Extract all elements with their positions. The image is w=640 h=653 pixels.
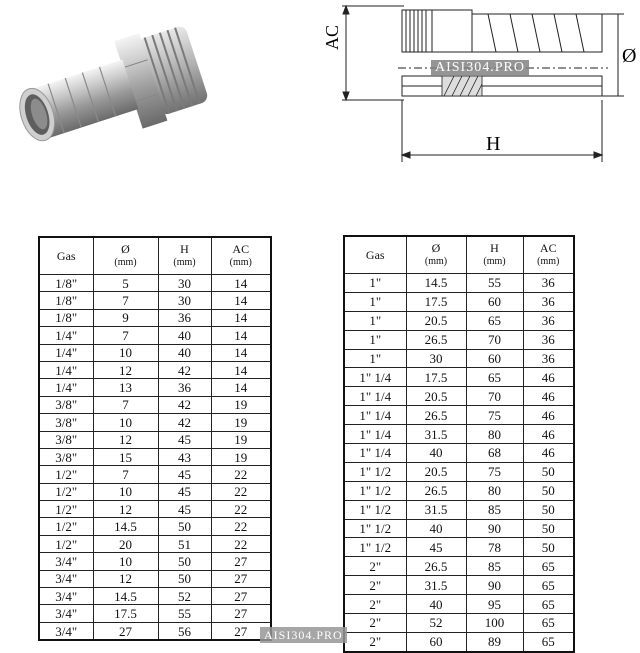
table-row xyxy=(344,368,574,387)
table-row xyxy=(39,448,271,465)
table-cell: 36 xyxy=(158,379,211,396)
table-cell: 100 xyxy=(466,614,523,633)
table-cell: 1" 1/4 xyxy=(344,368,406,387)
table-cell: 31.5 xyxy=(406,576,466,595)
table-cell: 22 xyxy=(211,518,271,535)
table-cell: 40 xyxy=(406,595,466,614)
table-cell: 80 xyxy=(466,481,523,500)
table-cell: 10 xyxy=(93,483,158,500)
table-cell: 15 xyxy=(93,448,158,465)
table-cell: 19 xyxy=(211,414,271,431)
table-cell: 42 xyxy=(158,361,211,378)
table-cell: 26.5 xyxy=(406,330,466,349)
table-cell: 45 xyxy=(158,431,211,448)
table-cell: 1" xyxy=(344,311,406,330)
table-cell: 22 xyxy=(211,535,271,552)
table-cell: 65 xyxy=(523,595,574,614)
table-cell: 26.5 xyxy=(406,406,466,425)
table-row xyxy=(39,570,271,587)
table-cell: 31.5 xyxy=(406,500,466,519)
table-row xyxy=(344,500,574,519)
table-cell: 2" xyxy=(344,595,406,614)
column-name: Gas xyxy=(56,248,76,263)
table-cell: 50 xyxy=(523,500,574,519)
table-cell: 1" 1/4 xyxy=(344,387,406,406)
table-cell: 3/4" xyxy=(39,588,93,605)
table-row xyxy=(39,344,271,361)
table-cell: 27 xyxy=(211,588,271,605)
table-row xyxy=(39,605,271,622)
table-row xyxy=(39,553,271,570)
table-cell: 55 xyxy=(158,605,211,622)
table-cell: 7 xyxy=(93,292,158,309)
column-header xyxy=(211,237,271,275)
table-cell: 65 xyxy=(466,368,523,387)
table-cell: 1" 1/2 xyxy=(344,481,406,500)
table-cell: 46 xyxy=(523,368,574,387)
table-cell: 36 xyxy=(523,274,574,293)
table-cell: 1/8" xyxy=(39,275,93,292)
table-cell: 1/8" xyxy=(39,292,93,309)
table-row xyxy=(39,622,271,640)
table-cell: 30 xyxy=(158,292,211,309)
table-cell: 60 xyxy=(406,632,466,651)
table-cell: 46 xyxy=(523,444,574,463)
table-cell: 36 xyxy=(523,330,574,349)
table-cell: 70 xyxy=(466,330,523,349)
table-cell: 56 xyxy=(158,622,211,640)
table-cell: 2" xyxy=(344,632,406,651)
table-cell: 45 xyxy=(158,483,211,500)
table-cell: 22 xyxy=(211,466,271,483)
table-cell: 12 xyxy=(93,501,158,518)
table-cell: 27 xyxy=(93,622,158,640)
table-cell: 14 xyxy=(211,344,271,361)
table-cell: 50 xyxy=(158,570,211,587)
table-cell: 36 xyxy=(523,349,574,368)
table-cell: 50 xyxy=(523,538,574,557)
table-row xyxy=(344,444,574,463)
table-cell: 27 xyxy=(211,605,271,622)
column-name: H xyxy=(180,242,189,256)
table-cell: 89 xyxy=(466,632,523,651)
table-cell: 26.5 xyxy=(406,481,466,500)
table-cell: 3/8" xyxy=(39,414,93,431)
table-cell: 19 xyxy=(211,431,271,448)
table-row xyxy=(39,414,271,431)
table-cell: 1" 1/4 xyxy=(344,425,406,444)
table-cell: 52 xyxy=(158,588,211,605)
table-row xyxy=(39,379,271,396)
table-cell: 50 xyxy=(523,481,574,500)
table-cell: 40 xyxy=(158,344,211,361)
table-cell: 30 xyxy=(406,349,466,368)
table-row xyxy=(344,462,574,481)
table-cell: 13 xyxy=(93,379,158,396)
column-unit: (mm) xyxy=(229,257,252,268)
table-row xyxy=(344,614,574,633)
table-cell: 1" xyxy=(344,292,406,311)
table-cell: 45 xyxy=(406,538,466,557)
table-cell: 50 xyxy=(523,519,574,538)
table-cell: 27 xyxy=(211,553,271,570)
dimension-table-left xyxy=(38,236,272,641)
table-cell: 2" xyxy=(344,576,406,595)
table-cell: 65 xyxy=(466,311,523,330)
table-cell: 36 xyxy=(158,309,211,326)
table-cell: 2" xyxy=(344,614,406,633)
table-cell: 40 xyxy=(158,327,211,344)
table-cell: 40 xyxy=(406,519,466,538)
header-row xyxy=(39,237,271,275)
table-row xyxy=(344,595,574,614)
table-row xyxy=(344,311,574,330)
table-cell: 50 xyxy=(158,553,211,570)
table-row xyxy=(39,483,271,500)
table-cell: 14.5 xyxy=(406,274,466,293)
table-cell: 1/2" xyxy=(39,535,93,552)
table-cell: 14.5 xyxy=(93,588,158,605)
table-cell: 19 xyxy=(211,396,271,413)
column-name: Ø xyxy=(121,242,130,256)
table-cell: 3/8" xyxy=(39,431,93,448)
table-cell: 7 xyxy=(93,327,158,344)
table-cell: 3/4" xyxy=(39,622,93,640)
table-row xyxy=(344,425,574,444)
table-cell: 60 xyxy=(466,349,523,368)
table-cell: 80 xyxy=(466,425,523,444)
table-row xyxy=(39,535,271,552)
table-cell: 65 xyxy=(523,576,574,595)
table-cell: 90 xyxy=(466,519,523,538)
table-cell: 1/2" xyxy=(39,518,93,535)
table-cell: 10 xyxy=(93,553,158,570)
table-cell: 85 xyxy=(466,500,523,519)
table-row xyxy=(344,519,574,538)
table-row xyxy=(39,588,271,605)
table-row xyxy=(39,518,271,535)
table-cell: 1" xyxy=(344,274,406,293)
column-header xyxy=(39,237,93,275)
table-row xyxy=(39,431,271,448)
table-cell: 1/4" xyxy=(39,327,93,344)
table-cell: 1/4" xyxy=(39,344,93,361)
table-cell: 60 xyxy=(466,292,523,311)
table-cell: 46 xyxy=(523,406,574,425)
table-cell: 1/2" xyxy=(39,483,93,500)
dimension-table-right xyxy=(343,235,575,653)
table-cell: 1" 1/2 xyxy=(344,500,406,519)
table-cell: 85 xyxy=(466,557,523,576)
table-cell: 3/8" xyxy=(39,448,93,465)
table-cell: 12 xyxy=(93,570,158,587)
watermark: AISI304.PRO xyxy=(431,60,529,76)
table-cell: 45 xyxy=(158,466,211,483)
table-cell: 27 xyxy=(211,622,271,640)
table-cell: 1/8" xyxy=(39,309,93,326)
table-row xyxy=(39,275,271,292)
table-row xyxy=(344,632,574,651)
watermark-bottom: AISI304.PRO xyxy=(260,627,347,643)
column-unit: (mm) xyxy=(483,256,506,267)
table-row xyxy=(344,406,574,425)
column-name: AC xyxy=(539,241,557,255)
table-cell: 5 xyxy=(93,275,158,292)
table-row xyxy=(39,466,271,483)
column-name: H xyxy=(490,241,499,255)
table-cell: 3/8" xyxy=(39,396,93,413)
column-unit: (mm) xyxy=(537,256,560,267)
table-cell: 20.5 xyxy=(406,311,466,330)
table-row xyxy=(344,576,574,595)
table-cell: 31.5 xyxy=(406,425,466,444)
table-cell: 50 xyxy=(158,518,211,535)
table-cell: 51 xyxy=(158,535,211,552)
table-cell: 1" 1/2 xyxy=(344,462,406,481)
table-row xyxy=(344,349,574,368)
table-cell: 3/4" xyxy=(39,570,93,587)
table-cell: 1/4" xyxy=(39,379,93,396)
table-cell: 65 xyxy=(523,632,574,651)
table-cell: 10 xyxy=(93,344,158,361)
table-cell: 36 xyxy=(523,311,574,330)
column-name: Ø xyxy=(431,241,441,255)
table-cell: 1" xyxy=(344,349,406,368)
product-photo xyxy=(0,0,215,175)
table-cell: 14 xyxy=(211,361,271,378)
table-row xyxy=(344,330,574,349)
table-cell: 50 xyxy=(523,462,574,481)
h-label: H xyxy=(486,133,501,155)
table-cell: 14 xyxy=(211,292,271,309)
table-cell: 19 xyxy=(211,448,271,465)
table-cell: 22 xyxy=(211,501,271,518)
table-cell: 65 xyxy=(523,557,574,576)
column-header xyxy=(158,237,211,275)
table-cell: 14 xyxy=(211,327,271,344)
table-cell: 14 xyxy=(211,309,271,326)
table-cell: 14.5 xyxy=(93,518,158,535)
table-row xyxy=(39,396,271,413)
table-row xyxy=(344,557,574,576)
column-header xyxy=(466,236,523,274)
table-cell: 42 xyxy=(158,414,211,431)
table-cell: 68 xyxy=(466,444,523,463)
table-cell: 55 xyxy=(466,274,523,293)
table-cell: 43 xyxy=(158,448,211,465)
table-cell: 17.5 xyxy=(406,368,466,387)
table-cell: 30 xyxy=(158,275,211,292)
table-cell: 95 xyxy=(466,595,523,614)
column-name: Gas xyxy=(365,247,385,262)
table-row xyxy=(344,538,574,557)
column-unit: (mm) xyxy=(424,256,448,267)
table-row xyxy=(344,292,574,311)
table-cell: 1" 1/4 xyxy=(344,406,406,425)
table-cell: 46 xyxy=(523,425,574,444)
table-cell: 14 xyxy=(211,379,271,396)
table-cell: 36 xyxy=(523,292,574,311)
table-cell: 70 xyxy=(466,387,523,406)
table-cell: 2" xyxy=(344,557,406,576)
table-cell: 1" xyxy=(344,330,406,349)
table-cell: 27 xyxy=(211,570,271,587)
table-cell: 12 xyxy=(93,361,158,378)
table-cell: 14 xyxy=(211,275,271,292)
table-cell: 52 xyxy=(406,614,466,633)
table-row xyxy=(39,292,271,309)
table-cell: 1" 1/2 xyxy=(344,538,406,557)
table-row xyxy=(39,309,271,326)
table-row xyxy=(39,327,271,344)
table-cell: 78 xyxy=(466,538,523,557)
table-cell: 20.5 xyxy=(406,387,466,406)
table-cell: 1/2" xyxy=(39,466,93,483)
table-cell: 22 xyxy=(211,483,271,500)
table-cell: 1" 1/4 xyxy=(344,444,406,463)
table-cell: 20.5 xyxy=(406,462,466,481)
table-cell: 65 xyxy=(523,614,574,633)
table-cell: 1/2" xyxy=(39,501,93,518)
table-row xyxy=(39,361,271,378)
table-cell: 1" 1/2 xyxy=(344,519,406,538)
table-row xyxy=(344,387,574,406)
table-row xyxy=(344,481,574,500)
table-cell: 75 xyxy=(466,406,523,425)
column-unit: (mm) xyxy=(173,257,196,268)
ac-label: AC xyxy=(322,24,342,50)
table-cell: 42 xyxy=(158,396,211,413)
table-cell: 46 xyxy=(523,387,574,406)
table-cell: 45 xyxy=(158,501,211,518)
table-cell: 17.5 xyxy=(406,292,466,311)
diameter-label: Ø xyxy=(622,45,637,67)
column-header xyxy=(93,237,158,275)
table-cell: 17.5 xyxy=(93,605,158,622)
header-row xyxy=(344,236,574,274)
table-cell: 1/4" xyxy=(39,361,93,378)
table-cell: 90 xyxy=(466,576,523,595)
table-cell: 26.5 xyxy=(406,557,466,576)
column-header xyxy=(406,236,466,274)
table-cell: 10 xyxy=(93,414,158,431)
table-row xyxy=(344,274,574,293)
table-cell: 7 xyxy=(93,466,158,483)
table-cell: 20 xyxy=(93,535,158,552)
column-header xyxy=(344,236,406,274)
table-cell: 3/4" xyxy=(39,553,93,570)
table-cell: 9 xyxy=(93,309,158,326)
column-unit: (mm) xyxy=(114,257,137,268)
technical-drawing xyxy=(318,0,640,175)
table-cell: 75 xyxy=(466,462,523,481)
table-cell: 12 xyxy=(93,431,158,448)
column-header xyxy=(523,236,574,274)
table-cell: 3/4" xyxy=(39,605,93,622)
table-row xyxy=(39,501,271,518)
column-name: AC xyxy=(232,242,250,256)
table-cell: 7 xyxy=(93,396,158,413)
table-cell: 40 xyxy=(406,444,466,463)
